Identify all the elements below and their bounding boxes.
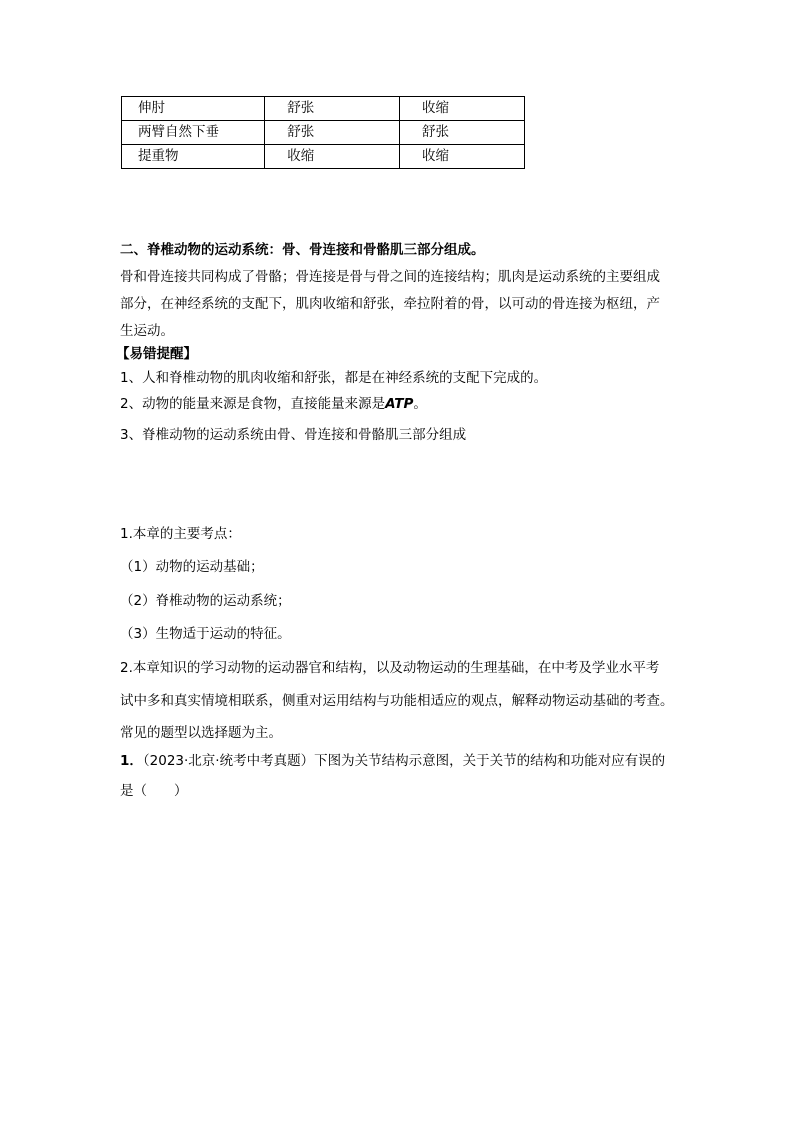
table-cell: 两臂自然下垂 [122,121,265,145]
table-cell: 收缩 [399,145,524,169]
paragraph-line: 生运动。 [120,323,174,339]
question-line [120,749,665,769]
muscle-state-table [121,96,525,169]
tip-item [120,392,427,412]
table-cell: 舒张 [265,121,400,145]
key-points-intro: 1.本章的主要考点： [120,526,241,542]
key-point-item: （1）动物的运动基础； [120,559,264,575]
table-row [122,145,525,169]
tips-title: 【易错提醒】 [116,346,197,362]
tip-item: 1、人和脊椎动物的肌肉收缩和舒张，都是在神经系统的支配下完成的。 [120,370,548,386]
paragraph-line: 骨和骨连接共同构成了骨骼；骨连接是骨与骨之间的连接结构；肌肉是运动系统的主要组成 [120,269,660,285]
table-row [122,97,525,121]
tip-item: 3、脊椎动物的运动系统由骨、骨连接和骨骼肌三部分组成 [120,427,467,443]
table-cell: 伸肘 [122,97,265,121]
table-cell: 提重物 [122,145,265,169]
table-cell: 舒张 [265,97,400,121]
question-source: （2023·北京·统考中考真题） [142,753,315,769]
table-cell: 收缩 [265,145,400,169]
analysis-line: 常见的题型以选择题为主。 [120,725,282,741]
section-heading: 二、脊椎动物的运动系统：骨、骨连接和骨骼肌三部分组成。 [120,242,485,258]
paragraph-line: 部分，在神经系统的支配下，肌肉收缩和舒张，牵拉附着的骨，以可动的骨连接为枢纽，产 [120,296,660,312]
tip-text: 2、动物的能量来源是食物，直接能量来源是 [120,396,386,412]
question-line: 是（ ） [120,783,188,799]
key-point-item: （2）脊椎动物的运动系统； [120,593,291,609]
analysis-line: 2.本章知识的学习动物的运动器官和结构，以及动物运动的生理基础，在中考及学业水平考 [120,660,660,676]
analysis-line: 试中多和真实情境相联系，侧重对运用结构与功能相适应的观点，解释动物运动基础的考查。 [120,693,674,709]
question-number: 1． [120,753,143,769]
table-cell: 舒张 [399,121,524,145]
tip-text: 。 [413,396,427,412]
table-cell: 收缩 [399,97,524,121]
key-point-item: （3）生物适于运动的特征。 [120,626,291,642]
question-stem: 下图为关节结构示意图，关于关节的结构和功能对应有误的 [314,753,666,769]
atp-term: ATP [385,396,414,412]
table-row [122,121,525,145]
